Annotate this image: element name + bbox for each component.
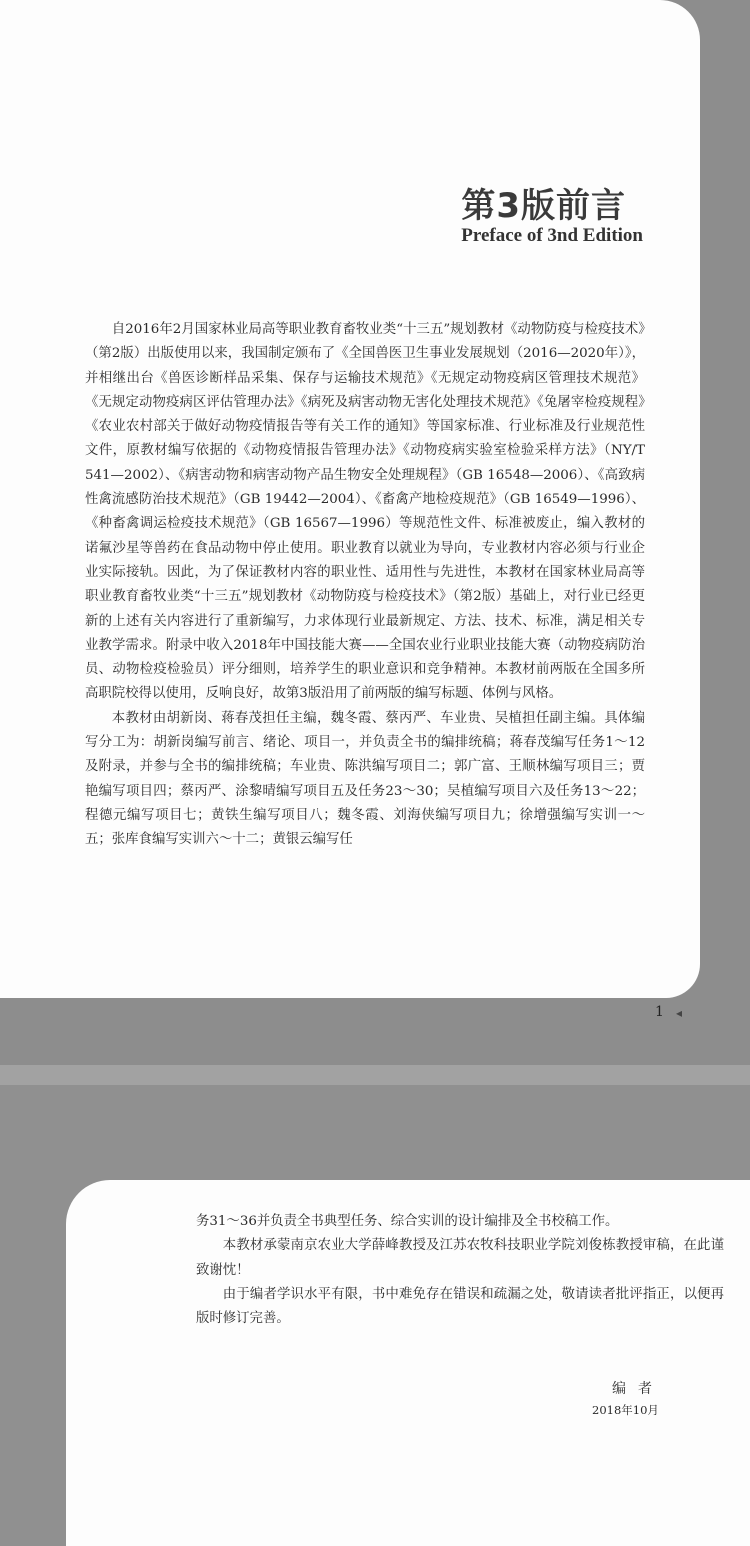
author-signature: 编者 xyxy=(612,1381,664,1397)
continued-paragraph: 由于编者学识水平有限，书中难免存在错误和疏漏之处，敬请读者批评指正，以便再版时修订完善。 xyxy=(196,1286,724,1327)
continued-paragraph: 务31～36并负责全书典型任务、综合实训的设计编排及全书校稿工作。 xyxy=(196,1214,619,1229)
page-corner-mark-icon: ◂ xyxy=(676,1006,683,1020)
signature-date: 2018年10月 xyxy=(592,1403,659,1417)
page-number: 1 xyxy=(655,1004,664,1020)
preface-body xyxy=(85,318,645,853)
continued-body xyxy=(196,1210,724,1331)
preface-title: 第3版前言 xyxy=(461,186,626,226)
preface-paragraph: 本教材由胡新岗、蒋春茂担任主编，魏冬霞、蔡丙严、车业贵、吴植担任副主编。具体编写分工为：胡新岗编写前言、绪论、项目一，并负责全书的编排统稿；蒋春茂编写任务1～12及附录，并参与全书的编排统稿；车业贵、陈洪编写项目二；郭广富、王顺林编写项目三；贾艳编写项目四；蔡丙严、涂黎晴编写项目五及任务23～30；吴植编写项目六及任务13～22；程德元编写项目七；黄铁生编写项目八；魏冬霞、刘海侠编写项目九；徐增强编写实训一～五；张库食编写实训六～十二；黄银云编写任 xyxy=(85,710,645,848)
preface-title-english: Preface of 3nd Edition xyxy=(461,225,643,246)
continued-paragraph: 本教材承蒙南京农业大学薛峰教授及江苏农牧科技职业学院刘俊栋教授审稿，在此谨致谢忱！ xyxy=(196,1238,724,1278)
preface-paragraph: 自2016年2月国家林业局高等职业教育畜牧业类“十三五”规划教材《动物防疫与检疫技术》（第2版）出版使用以来，我国制定颁布了《全国兽医卫生事业发展规划（2016—2020年）》，并相继出台《兽医诊断样品采集、保存与运输技术规范》《无规定动物疫病区管理技术规范》《无规定动物疫病区评估管理办法》《病死及病害动物无害化处理技术规范》《兔屠宰检疫规程》《农业农村部关于做好动物疫情报告等有关工作的通知》等国家标准、行业标准及行业规范性文件，原教材编写依据的《动物疫情报告管理办法》《动物疫病实验室检验采样方法》（NY/T 541—2002）、《病害动物和病害动物产品生物安全处理规程》（GB 16548—2006）、《高致病性禽流感防治技术规范》（GB 19442—2004）、《畜禽产地检疫规范》（GB 16549—1996）、《种畜禽调运检疫技术规范》（GB 16567—1996）等规范性文件、标准被废止，编入教材的诺氟沙星等兽药在食品动物中停止使用。职业教育以就业为导向，专业教材内容必须与行业企业实际接轨。因此，为了保证教材内容的职业性、适用性与先进性，本教材在国家林业局高等职业教育畜牧业类“十三五”规划教材《动物防疫与检疫技术》（第2版）基础上，对行业已经更新的上述有关内容进行了重新编写，力求体现行业最新规定、方法、技术、标准，满足相关专业教学需求。附录中收入2018年中国技能大赛——全国农业行业职业技能大赛（动物疫病防治员、动物检疫检验员）评分细则，培养学生的职业意识和竞争精神。本教材前两版在全国多所高职院校得以使用，反响良好，故第3版沿用了前两版的编写标题、体例与风格。 xyxy=(85,322,645,702)
page-divider xyxy=(0,1065,750,1085)
